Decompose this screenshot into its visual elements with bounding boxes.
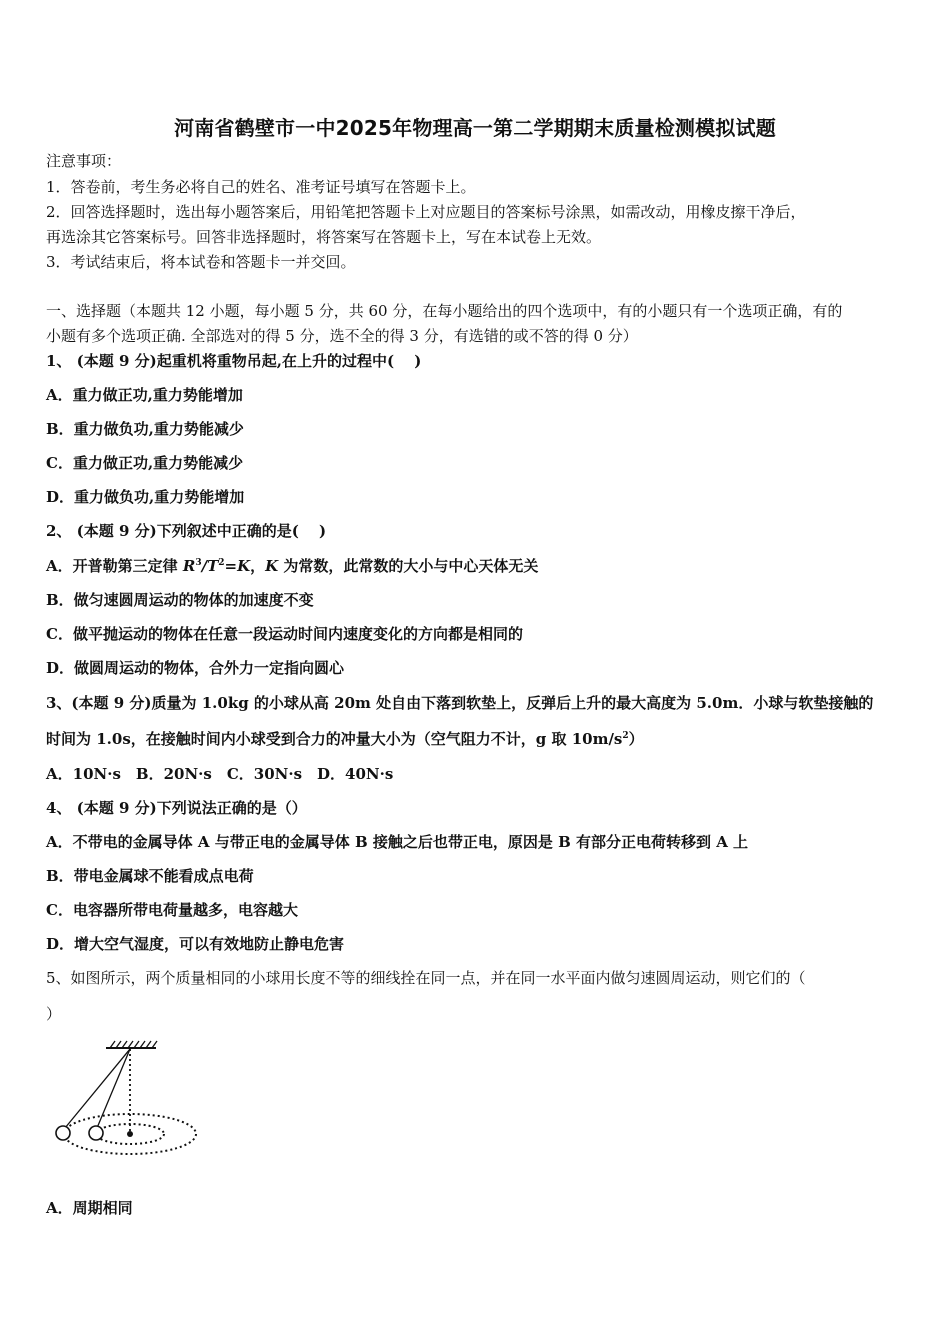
q4-stem: 4、 (本题 9 分)下列说法正确的是（） [46, 799, 307, 817]
q3-line2-end: ） [628, 730, 644, 748]
q2-a-k: K [265, 557, 279, 575]
q5-stem-line2: ） [46, 1005, 62, 1023]
q1-option-a: A．重力做正功,重力势能增加 [46, 386, 243, 404]
q1-option-b: B．重力做负功,重力势能减少 [46, 420, 244, 438]
q1-option-c: C．重力做正功,重力势能减少 [46, 454, 244, 472]
q2-a-suffix: 为常数，此常数的大小与中心天体无关 [278, 557, 539, 575]
q2-a-exp3: 3 [195, 558, 202, 568]
notice-item-2: 2．回答选择题时，选出每小题答案后，用铅笔把答题卡上对应题目的答案标号涂黑，如需改动，用橡皮擦干净后， [46, 203, 806, 221]
conical-pendulum-figure [50, 1040, 205, 1160]
long-string [65, 1049, 130, 1128]
q2-stem: 2、 (本题 9 分)下列叙述中正确的是( ) [46, 522, 327, 540]
q3-stem-line2 [46, 729, 644, 749]
notice-item-1: 1．答卷前，考生务必将自己的姓名、准考证号填写在答题卡上。 [46, 178, 476, 196]
q3-stem-line1: 3、(本题 9 分)质量为 1.0kg 的小球从高 20m 处自由下落到软垫上，反弹后上升的最大高度为 5.0m．小球与软垫接触的 [46, 694, 874, 712]
notice-item-2-cont: 再选涂其它答案标号。回答非选择题时，将答案写在答题卡上，写在本试卷上无效。 [46, 228, 602, 246]
q4-option-d: D．增大空气湿度，可以有效地防止静电危害 [46, 935, 345, 953]
q5-stem-line1: 5、如图所示，两个质量相同的小球用长度不等的细线拴在同一点，并在同一水平面内做匀速圆周运动，则它们的（ [46, 969, 806, 987]
notice-item-3: 3．考试结束后，将本试卷和答题卡一并交回。 [46, 253, 356, 271]
q2-a-comma: ， [250, 557, 266, 575]
q2-a-t: /T [201, 557, 219, 575]
section-heading-line1: 一、选择题（本题共 12 小题，每小题 5 分，共 60 分，在每小题给出的四个选项中，有的小题只有一个选项正确，有的 [46, 302, 843, 320]
q4-option-c: C．电容器所带电荷量越多，电容越大 [46, 901, 298, 919]
q4-option-b: B．带电金属球不能看成点电荷 [46, 867, 254, 885]
q3-line2-main: 时间为 1.0s，在接触时间内小球受到合力的冲量大小为（空气阻力不计，g 取 10m/s [46, 730, 623, 748]
q2-option-d: D．做圆周运动的物体，合外力一定指向圆心 [46, 659, 345, 677]
q2-a-exp2: 2 [218, 558, 225, 568]
q2-a-k-eq: =K [224, 557, 251, 575]
q3-options: A．10N·s B．20N·s C．30N·s D．40N·s [46, 765, 394, 783]
page-title: 河南省鹤壁市一中2025年物理高一第二学期期末质量检测模拟试题 [174, 116, 776, 140]
q2-option-b: B．做匀速圆周运动的物体的加速度不变 [46, 591, 314, 609]
q1-option-d: D．重力做负功,重力势能增加 [46, 488, 245, 506]
q3-line2-exp: 2 [622, 731, 629, 741]
q2-option-a [46, 556, 538, 576]
notice-heading: 注意事项： [46, 152, 122, 170]
short-string [97, 1049, 130, 1128]
q2-option-c: C．做平抛运动的物体在任意一段运动时间内速度变化的方向都是相同的 [46, 625, 523, 643]
ball-outer [56, 1126, 70, 1140]
section-heading-line2: 小题有多个选项正确. 全部选对的得 5 分，选不全的得 3 分，有选错的或不答的得 0 分） [46, 327, 638, 345]
ball-inner [89, 1126, 103, 1140]
ceiling-hatch [110, 1041, 157, 1048]
orbit-center [127, 1131, 133, 1137]
q1-stem: 1、 (本题 9 分)起重机将重物吊起,在上升的过程中( ) [46, 352, 422, 370]
q2-a-r: R [182, 557, 196, 575]
q2-a-prefix: A．开普勒第三定律 [46, 557, 183, 575]
q4-option-a: A．不带电的金属导体 A 与带正电的金属导体 B 接触之后也带正电，原因是 B 有部分正电荷转移到 A 上 [46, 833, 749, 851]
q5-option-a: A．周期相同 [46, 1199, 133, 1217]
